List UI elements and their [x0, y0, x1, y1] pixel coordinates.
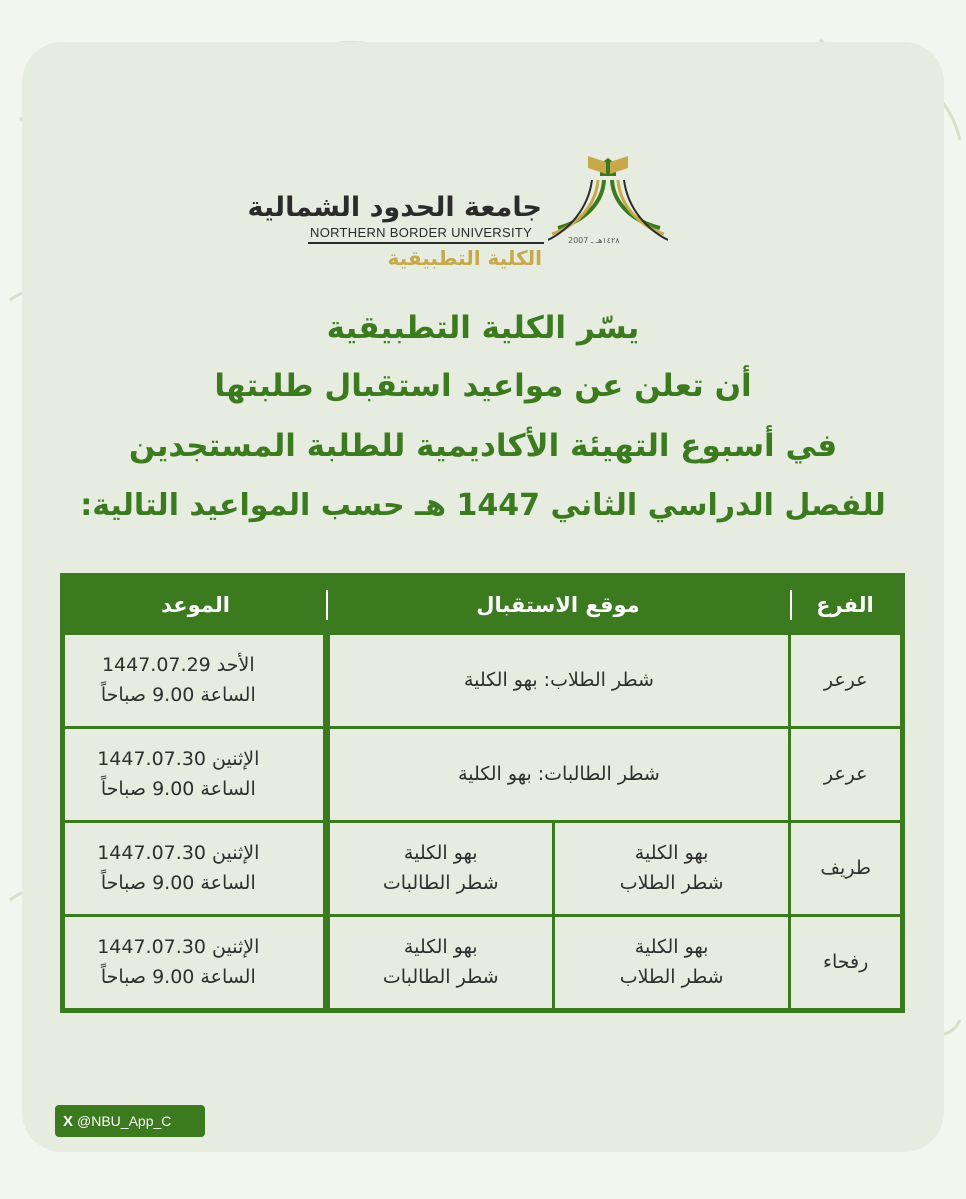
cell-location-female [326, 821, 553, 915]
announcement-line-2: أن تعلن عن مواعيد استقبال طلبتها [214, 368, 752, 404]
table-row [63, 915, 903, 1010]
cell-date [63, 634, 327, 728]
table-row [63, 821, 903, 915]
cell-location-male [553, 821, 789, 915]
cell-date [63, 727, 327, 821]
announcement-line-3: في أسبوع التهيئة الأكاديمية للطلبة المستجدين [128, 428, 838, 464]
time-line: الساعة 9.00 صباحاً [100, 778, 256, 801]
x-icon: X [63, 1113, 74, 1130]
location-line: شطر الطالبات [382, 966, 499, 989]
date-line: الإثنين 1447.07.30 [97, 936, 260, 959]
location-line: بهو الكلية [403, 842, 478, 865]
cell-branch: رفحاء [790, 915, 903, 1010]
table-row [63, 727, 903, 821]
table-header-row [63, 576, 903, 634]
cell-location-female [326, 915, 553, 1010]
time-line: الساعة 9.00 صباحاً [100, 684, 256, 707]
location-line: بهو الكلية [634, 842, 709, 865]
logo-underline [308, 242, 544, 244]
header-date: الموعد [63, 576, 327, 634]
location-line: شطر الطلاب [619, 966, 724, 989]
time-line: الساعة 9.00 صباحاً [100, 872, 256, 895]
university-emblem-icon [548, 150, 668, 250]
cell-branch: طريف [790, 821, 903, 915]
table-row [63, 634, 903, 728]
date-line: الإثنين 1447.07.30 [97, 842, 260, 865]
date-line: الأحد 1447.07.29 [101, 654, 255, 677]
cell-location: شطر الطالبات: بهو الكلية [326, 727, 790, 821]
cell-location-male [553, 915, 789, 1010]
announcement-line-4: للفصل الدراسي الثاني 1447 هـ حسب المواعيد التالية: [80, 488, 886, 523]
cell-branch: عرعر [790, 634, 903, 728]
logo-arabic-name: جامعة الحدود الشمالية [247, 192, 542, 223]
location-line: شطر الطالبات [382, 872, 499, 895]
header-branch: الفرع [790, 576, 903, 634]
social-handle-badge[interactable] [55, 1105, 205, 1137]
date-line: الإثنين 1447.07.30 [97, 748, 260, 771]
cell-branch: عرعر [790, 727, 903, 821]
social-handle-text: @NBU_App_C [77, 1113, 172, 1129]
emblem-founding-date: ١٤٢٨هـ ـ 2007 [568, 236, 620, 245]
cell-date [63, 821, 327, 915]
cell-location: شطر الطلاب: بهو الكلية [326, 634, 790, 728]
location-line: بهو الكلية [403, 936, 478, 959]
announcement-line-1: يسّر الكلية التطبيقية [326, 310, 640, 346]
cell-date [63, 915, 327, 1010]
location-line: شطر الطلاب [619, 872, 724, 895]
university-logo [247, 150, 668, 280]
logo-english-name: NORTHERN BORDER UNIVERSITY [310, 225, 533, 240]
time-line: الساعة 9.00 صباحاً [100, 966, 256, 989]
header-location: موقع الاستقبال [326, 576, 790, 634]
location-line: بهو الكلية [634, 936, 709, 959]
schedule-table [60, 573, 905, 1013]
logo-college-name: الكلية التطبيقية [387, 246, 542, 270]
